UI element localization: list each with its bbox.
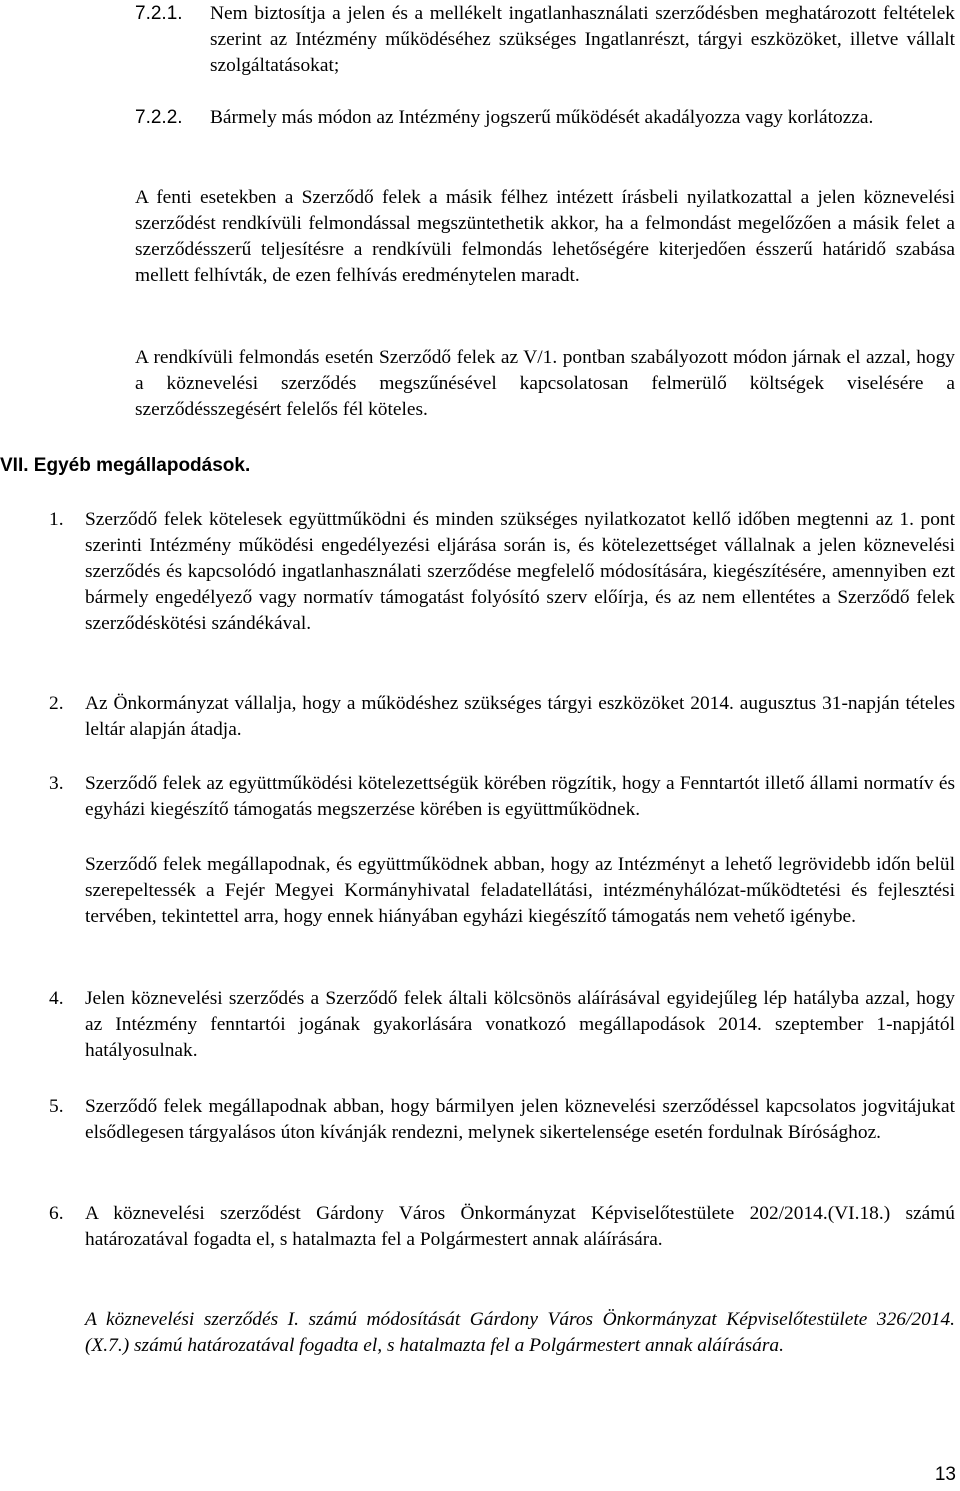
item-number: 5.	[49, 1096, 64, 1117]
item-number: 4.	[49, 988, 64, 1009]
section-heading: VII. Egyéb megállapodások.	[0, 455, 251, 476]
subclause-text: Nem biztosítja a jelen és a mellékelt ingatlanhasználati szerződésben meghatározott feltételek szerint az Intézmény működéséhez szükséges Ingatlanrészt, tárgyi eszközöket, illetve vállalt szolgáltatásokat;	[210, 3, 955, 76]
item-number: 2.	[49, 693, 64, 714]
item-number: 1.	[49, 509, 64, 530]
item-extra-paragraph: Szerződő felek megállapodnak, és együttműködnek abban, hogy az Intézményt a lehető legrövidebb időn belül szerepeltessék a Fejér Megyei Kormányhivatal feladatellátási, intézményhálózat-működtetési és fejlesztési tervében, tekintettel arra, hogy ennek hiányában egyházi kiegészítő támogatás nem vehető igénybe.	[85, 854, 955, 927]
item-text: Az Önkormányzat vállalja, hogy a működéshez szükséges tárgyi eszközöket 2014. augusztus 31-napján tételes leltár alapján átadja.	[85, 693, 955, 740]
paragraph: A fenti esetekben a Szerződő felek a másik félhez intézett írásbeli nyilatkozattal a jelen köznevelési szerződést rendkívüli felmondással megszüntethetik akkor, ha a felmondást megelőzően a másik felet a szerződésszerű teljesítésre a rendkívüli felmondás lehetőségére kiterjedően ésszerű határidő szabása mellett felhívták, de ezen felhívás eredménytelen maradt.	[135, 187, 955, 286]
item-number: 3.	[49, 773, 64, 794]
item-text: Jelen köznevelési szerződés a Szerződő felek általi kölcsönös aláírásával egyidejűleg lép hatályba azzal, hogy az Intézmény fenntartói jogának gyakorlására vonatkozó megállapodások 2014. szeptember 1-napjától hatályosulnak.	[85, 988, 955, 1061]
item-italic-note: A köznevelési szerződés I. számú módosítását Gárdony Város Önkormányzat Képviselőtestülete 326/2014. (X.7.) számú határozatával fogadta el, s hatalmazta fel a Polgármestert annak aláírására.	[85, 1309, 955, 1356]
item-text: A köznevelési szerződést Gárdony Város Önkormányzat Képviselőtestülete 202/2014.(VI.18.) számú határozatával fogadta el, s hatalmazta fel a Polgármestert annak aláírására.	[85, 1203, 955, 1250]
item-number: 6.	[49, 1203, 64, 1224]
paragraph: A rendkívüli felmondás esetén Szerződő felek az V/1. pontban szabályozott módon járnak el azzal, hogy a köznevelési szerződés megszűnésével kapcsolatosan felmerülő költségek viselésére a szerződésszegésért felelős fél köteles.	[135, 347, 955, 420]
item-text: Szerződő felek megállapodnak abban, hogy bármilyen jelen köznevelési szerződéssel kapcsolatos jogvitájukat elsődlegesen tárgyalásos úton kívánják rendezni, melynek sikertelensége esetén fordulnak Bírósághoz.	[85, 1096, 955, 1143]
subclause-number: 7.2.2.	[135, 107, 183, 128]
item-text: Szerződő felek az együttműködési kötelezettségük körében rögzítik, hogy a Fenntartót illető állami normatív és egyházi kiegészítő támogatás megszerzése körében is együttműködnek.	[85, 773, 955, 820]
item-text: Szerződő felek kötelesek együttműködni és minden szükséges nyilatkozatot kellő időben megtenni az 1. pont szerinti Intézmény működési engedélyezési eljárása során is, és kötelezettséget vállalnak a jelen köznevelési szerződés és kapcsolódó ingatlanhasználati szerződése megfelelő módosítására, kiegészítésére, amennyiben ezt bármely engedélyező vagy normatív támogatást folyósító szerv előírja, és az nem ellentétes a Szerződő felek szerződéskötési szándékával.	[85, 509, 955, 634]
page-number: 13	[934, 1464, 956, 1485]
subclause-number: 7.2.1.	[135, 3, 183, 24]
subclause-text: Bármely más módon az Intézmény jogszerű működését akadályozza vagy korlátozza.	[210, 107, 874, 128]
